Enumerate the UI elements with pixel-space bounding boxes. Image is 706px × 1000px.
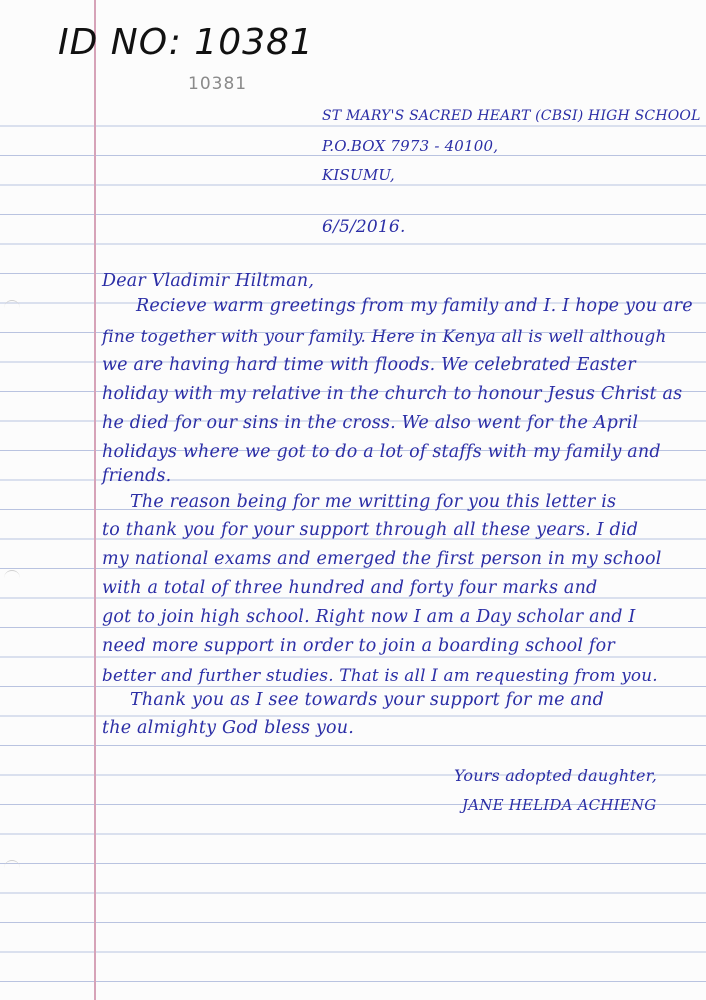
letter-line: Recieve warm greetings from my family and I. I hope you are	[136, 296, 693, 316]
punch-mark	[4, 570, 20, 579]
letter-line: holidays where we got to do a lot of staffs with my family and	[102, 442, 661, 462]
letter-line: Thank you as I see towards your support for me and	[130, 690, 605, 710]
letter-line: with a total of three hundred and forty four marks and	[102, 578, 598, 598]
school-name: ST MARY'S SACRED HEART (CBSI) HIGH SCHOOL	[322, 108, 701, 124]
letter-line: The reason being for me writting for you this letter is	[130, 492, 617, 512]
letter-line: the almighty God bless you.	[102, 718, 355, 738]
id-number: ID NO: 10381	[58, 22, 314, 63]
letter-line: got to join high school. Right now I am a Day scholar and I	[102, 607, 636, 627]
closing: Yours adopted daughter,	[454, 766, 658, 785]
letter-line: fine together with your family. Here in Kenya all is well although	[102, 326, 667, 346]
punch-mark	[4, 300, 20, 309]
letter-line: better and further studies. That is all I am requesting from you.	[102, 665, 658, 685]
letter-line: my national exams and emerged the first person in my school	[102, 549, 662, 569]
letter-line: holiday with my relative in the church to honour Jesus Christ as	[102, 384, 683, 404]
letter-line: we are having hard time with floods. We celebrated Easter	[102, 355, 636, 375]
punch-mark	[4, 860, 20, 869]
signature: JANE HELIDA ACHIENG	[462, 796, 657, 814]
po-box: P.O.BOX 7973 - 40100,	[322, 137, 499, 155]
letter-line: friends.	[102, 466, 172, 486]
margin-line	[94, 0, 96, 1000]
letter-line: need more support in order to join a boarding school for	[102, 636, 615, 656]
letter-date: 6/5/2016.	[322, 217, 406, 237]
letter-line: he died for our sins in the cross. We also went for the April	[102, 413, 639, 433]
greeting: Dear Vladimir Hiltman,	[102, 271, 315, 291]
town: KISUMU,	[322, 166, 395, 184]
stamp-number: 10381	[188, 74, 248, 94]
letter-line: to thank you for your support through all these years. I did	[102, 520, 639, 540]
